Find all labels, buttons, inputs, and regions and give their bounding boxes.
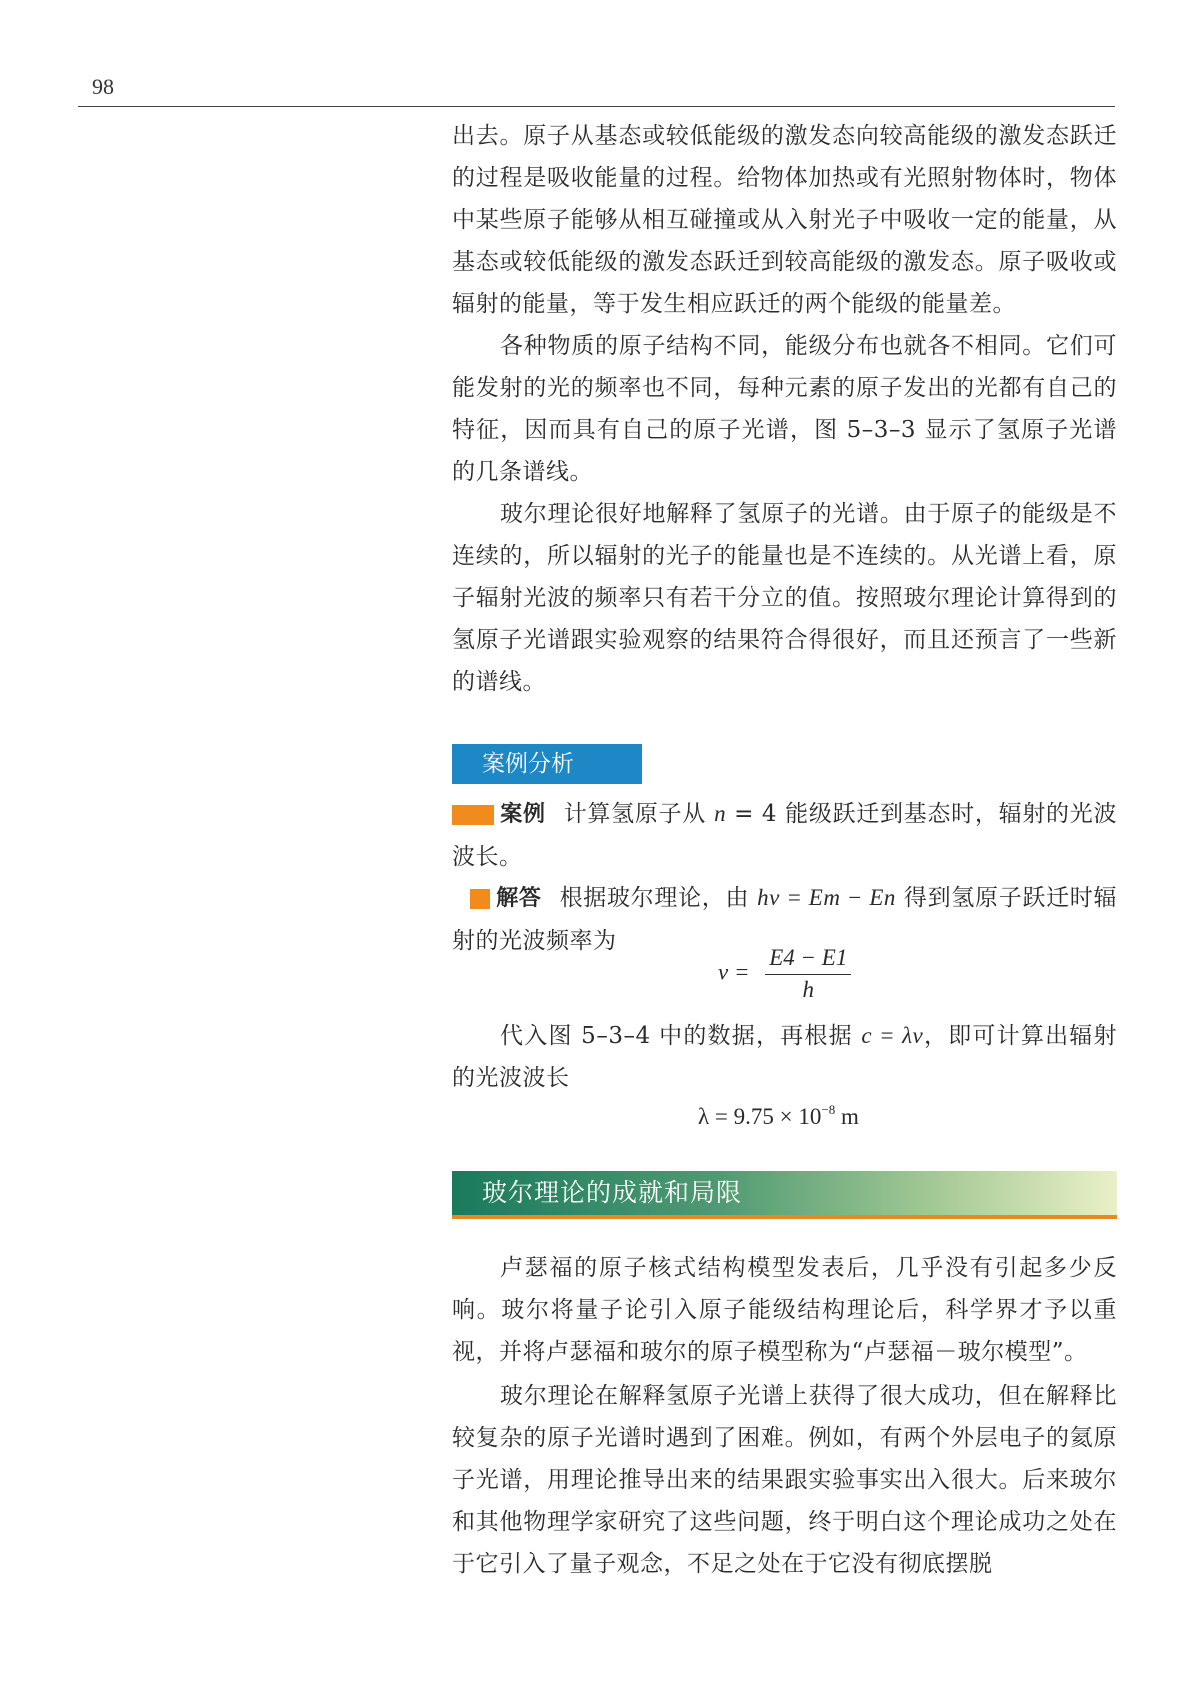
after-formula: c = λν bbox=[861, 1023, 924, 1048]
case-text-2: = 4 能级跃迁到基态时，辐射的光波波长。 bbox=[452, 801, 1118, 870]
answer-text-2: 得到氢原子跃迁时辐射的光波频率为 bbox=[452, 885, 1117, 954]
page-number: 98 bbox=[92, 74, 114, 99]
paragraph bbox=[452, 1375, 1117, 1585]
answer-label: 解答 bbox=[496, 886, 542, 911]
section-title: 玻尔理论的成就和局限 bbox=[482, 1178, 743, 1207]
case-analysis-title: 案例分析 bbox=[452, 744, 642, 784]
answer-formula: hν = Em − En bbox=[757, 885, 896, 910]
header-rule bbox=[78, 106, 1115, 107]
paragraph-text: 玻尔理论很好地解释了氢原子的光谱。由于原子的能级是不连续的，所以辐射的光子的能量也是不连续的。从光谱上看，原子辐射光波的频率只有若干分立的值。按照玻尔理论计算得到的氢原子光谱跟实验观察的结果符合得很好，而且还预言了一些新的谱线。 bbox=[452, 501, 1117, 695]
section-heading-bar bbox=[452, 1171, 1117, 1219]
answer-text-1: 根据玻尔理论，由 bbox=[559, 885, 758, 911]
result-unit: m bbox=[835, 1104, 859, 1129]
answer-marker-icon bbox=[470, 889, 490, 909]
substitution-paragraph bbox=[452, 1015, 1117, 1099]
paragraph-text: 出去。原子从基态或较低能级的激发态向较高能级的激发态跃迁的过程是吸收能量的过程。给物体加热或有光照射物体时，物体中某些原子能够从相互碰撞或从入射光子中吸收一定的能量，从基态或较低能级的激发态跃迁到较高能级的激发态。原子吸收或辐射的能量，等于发生相应跃迁的两个能级的能量差。 bbox=[452, 123, 1117, 317]
paragraph-text: 卢瑟福的原子核式结构模型发表后，几乎没有引起多少反响。玻尔将量子论引入原子能级结构理论后，科学界才予以重视，并将卢瑟福和玻尔的原子模型称为“卢瑟福－玻尔模型”。 bbox=[452, 1255, 1117, 1365]
paragraph bbox=[452, 1247, 1117, 1373]
paragraph bbox=[452, 115, 1117, 325]
fraction bbox=[765, 945, 851, 1003]
case-n: n bbox=[714, 801, 727, 826]
wavelength-result bbox=[698, 1102, 859, 1130]
case-marker-icon bbox=[452, 805, 494, 825]
paragraph bbox=[452, 493, 1117, 703]
after-text-1: 代入图 5–3–4 中的数据，再根据 bbox=[500, 1023, 862, 1049]
result-exponent: −8 bbox=[821, 1102, 836, 1117]
freq-lhs: ν = bbox=[718, 959, 750, 985]
freq-denominator: h bbox=[802, 977, 815, 1002]
case-block bbox=[452, 793, 1117, 878]
after-text-2: ，即可计算出辐射的光波波长 bbox=[452, 1023, 1117, 1091]
freq-numerator: E4 − E1 bbox=[765, 945, 851, 975]
paragraph-text: 各种物质的原子结构不同，能级分布也就各不相同。它们可能发射的光的频率也不同，每种元素的原子发出的光都有自己的特征，因而具有自己的原子光谱，图 5–3–3 显示了氢原子光谱的几条谱线。 bbox=[452, 333, 1117, 485]
frequency-formula bbox=[718, 945, 851, 1003]
case-text-1: 计算氢原子从 bbox=[563, 801, 715, 827]
paragraph-text: 玻尔理论在解释氢原子光谱上获得了很大成功，但在解释比较复杂的原子光谱时遇到了困难。例如，有两个外层电子的氦原子光谱，用理论推导出来的结果跟实验事实出入很大。后来玻尔和其他物理学家研究了这些问题，终于明白这个理论成功之处在于它引入了量子观念，不足之处在于它没有彻底摆脱 bbox=[452, 1383, 1117, 1577]
case-label: 案例 bbox=[500, 802, 546, 827]
paragraph bbox=[452, 325, 1117, 493]
result-base: λ = 9.75 × 10 bbox=[698, 1104, 822, 1129]
